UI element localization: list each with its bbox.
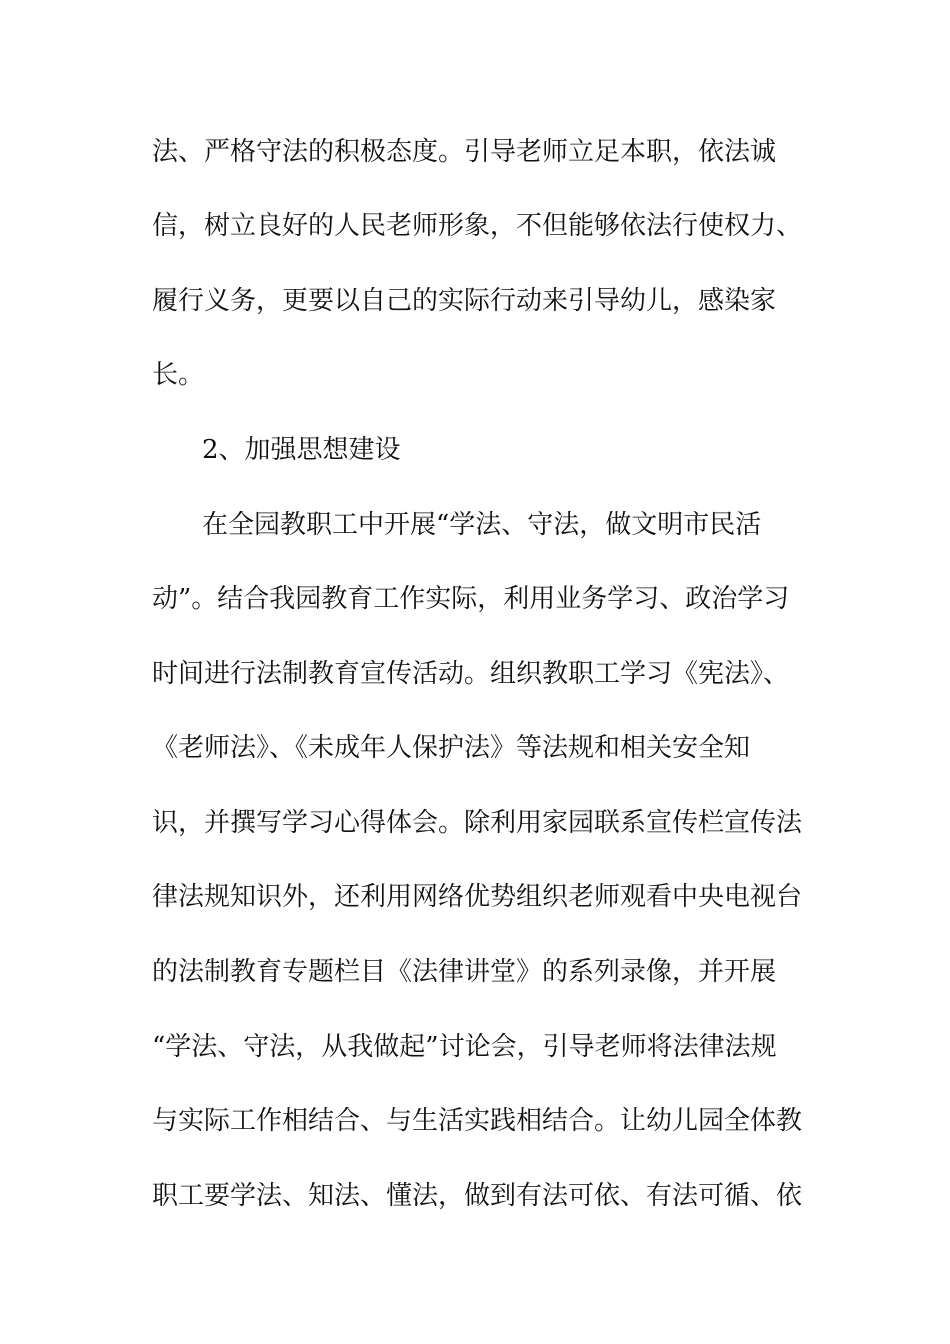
text-line: 长。 bbox=[152, 360, 205, 390]
text-line: 法、严格守法的积极态度。引导老师立足本职，依法诚 bbox=[152, 137, 777, 167]
text-line: 律法规知识外，还利用网络优势组织老师观看中央电视台 bbox=[152, 882, 803, 912]
text-line: 时间进行法制教育宣传活动。组织教职工学习《宪法》、 bbox=[152, 659, 790, 689]
text-line: 信，树立良好的人民老师形象，不但能够依法行使权力、 bbox=[152, 211, 803, 241]
text-line: “学法、守法，从我做起”讨论会，引导老师将法律法规 bbox=[152, 1032, 777, 1062]
text-line: 动”。结合我园教育工作实际，利用业务学习、政治学习 bbox=[152, 584, 790, 614]
text-line: 《老师法》、《未成年人保护法》等法规和相关安全知 bbox=[152, 733, 751, 763]
text-line: 职工要学法、知法、懂法，做到有法可依、有法可循、依 bbox=[152, 1181, 803, 1211]
text-line: 在全园教职工中开展“学法、守法，做文明市民活 bbox=[202, 510, 762, 540]
text-line: 与实际工作相结合、与生活实践相结合。让幼儿园全体教 bbox=[152, 1106, 803, 1136]
section-heading: 2、加强思想建设 bbox=[202, 435, 401, 465]
text-line: 履行义务，更要以自己的实际行动来引导幼儿，感染家 bbox=[152, 286, 777, 316]
text-line: 识，并撰写学习心得体会。除利用家园联系宣传栏宣传法 bbox=[152, 808, 803, 838]
text-line: 的法制教育专题栏目《法律讲堂》的系列录像，并开展 bbox=[152, 957, 777, 987]
